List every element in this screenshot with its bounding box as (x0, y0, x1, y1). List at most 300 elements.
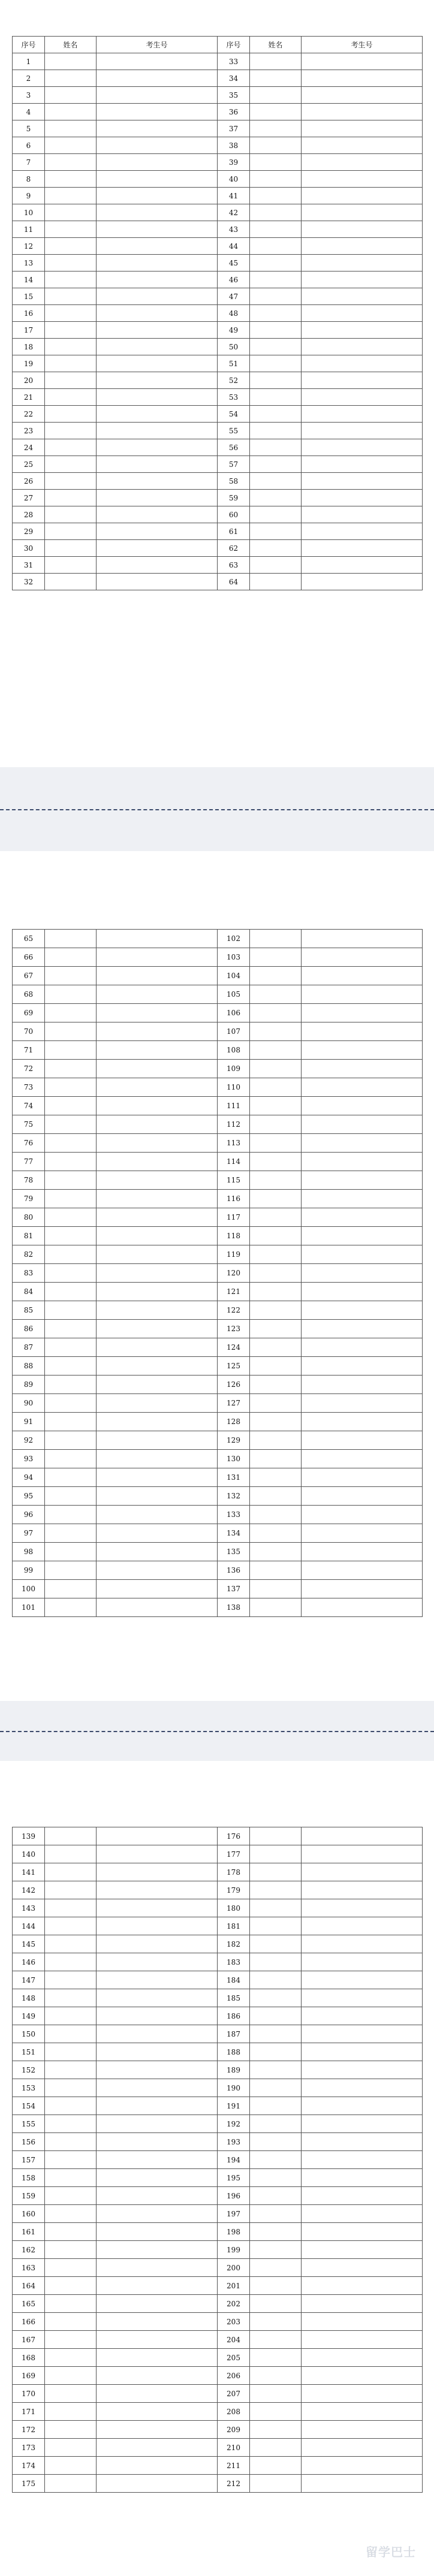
student-name (45, 188, 97, 204)
row-no: 155 (13, 2115, 45, 2133)
student-name (250, 1881, 302, 1899)
row-no: 30 (13, 540, 45, 557)
table-row (13, 171, 423, 188)
table-row (13, 1845, 423, 1863)
row-no: 127 (218, 1394, 250, 1413)
student-name (45, 2205, 97, 2223)
row-no: 141 (13, 1863, 45, 1881)
row-no: 161 (13, 2223, 45, 2241)
exam-number (97, 1060, 218, 1078)
exam-number (302, 1190, 423, 1208)
exam-number (302, 2043, 423, 2061)
student-name (45, 2385, 97, 2403)
student-name (45, 2295, 97, 2313)
exam-number (97, 120, 218, 137)
student-name (45, 2187, 97, 2205)
student-name (250, 439, 302, 456)
row-no: 74 (13, 1097, 45, 1115)
row-no: 18 (13, 339, 45, 355)
student-name (45, 557, 97, 574)
row-no: 207 (218, 2385, 250, 2403)
student-name (45, 171, 97, 188)
row-no: 49 (218, 322, 250, 339)
row-no: 4 (13, 104, 45, 120)
exam-number (97, 2169, 218, 2187)
student-name (250, 1264, 302, 1283)
student-name (250, 2475, 302, 2493)
row-no: 183 (218, 1953, 250, 1971)
student-name (250, 2457, 302, 2475)
exam-number (302, 1208, 423, 1227)
student-name (45, 1487, 97, 1506)
row-no: 200 (218, 2259, 250, 2277)
exam-number (302, 2169, 423, 2187)
student-name (250, 1935, 302, 1953)
table-row (13, 87, 423, 104)
exam-number (302, 70, 423, 87)
student-name (250, 2349, 302, 2367)
student-name (250, 574, 302, 590)
exam-number (302, 1338, 423, 1357)
student-name (45, 1561, 97, 1580)
student-name (250, 930, 302, 948)
student-name (45, 1917, 97, 1935)
table-row (13, 2241, 423, 2259)
exam-number (97, 473, 218, 490)
exam-number (97, 288, 218, 305)
exam-number (302, 2259, 423, 2277)
exam-number (97, 154, 218, 171)
student-name (250, 1357, 302, 1376)
student-name (250, 2205, 302, 2223)
exam-number (97, 930, 218, 948)
header-no: 序号 (218, 37, 250, 53)
student-name (45, 288, 97, 305)
row-no: 182 (218, 1935, 250, 1953)
table-row (13, 2025, 423, 2043)
table-row (13, 2367, 423, 2385)
student-name (250, 1598, 302, 1617)
exam-number (302, 1301, 423, 1320)
exam-number (97, 1338, 218, 1357)
exam-number (302, 967, 423, 985)
exam-number (302, 87, 423, 104)
student-name (45, 2331, 97, 2349)
row-no: 62 (218, 540, 250, 557)
exam-number (97, 1171, 218, 1190)
student-name (45, 406, 97, 423)
exam-number (302, 255, 423, 272)
student-name (250, 2115, 302, 2133)
exam-number (302, 2457, 423, 2475)
student-name (250, 2079, 302, 2097)
exam-number (97, 2061, 218, 2079)
row-no: 69 (13, 1004, 45, 1022)
exam-number (302, 1989, 423, 2007)
table-row (13, 1543, 423, 1561)
table-row (13, 238, 423, 255)
exam-number (97, 490, 218, 506)
student-name (250, 1115, 302, 1134)
exam-number (97, 985, 218, 1004)
student-name (250, 1338, 302, 1357)
row-no: 72 (13, 1060, 45, 1078)
student-name (250, 2025, 302, 2043)
exam-number (302, 2079, 423, 2097)
exam-number (97, 1041, 218, 1060)
exam-number (97, 423, 218, 439)
student-name (45, 1357, 97, 1376)
exam-number (97, 1431, 218, 1450)
student-name (45, 1598, 97, 1617)
row-no: 9 (13, 188, 45, 204)
student-name (45, 985, 97, 1004)
row-no: 5 (13, 120, 45, 137)
student-name (250, 948, 302, 967)
student-name (45, 1171, 97, 1190)
student-name (250, 238, 302, 255)
row-no: 33 (218, 53, 250, 70)
student-name (250, 2151, 302, 2169)
exam-number (302, 1561, 423, 1580)
row-no: 51 (218, 355, 250, 372)
row-no: 105 (218, 985, 250, 1004)
table-row (13, 967, 423, 985)
student-name (45, 1450, 97, 1468)
exam-number (97, 1022, 218, 1041)
table-row (13, 53, 423, 70)
page-2 (0, 851, 434, 1701)
table-row (13, 1394, 423, 1413)
row-no: 202 (218, 2295, 250, 2313)
student-name (250, 1971, 302, 1989)
exam-number (97, 137, 218, 154)
table-row (13, 1899, 423, 1917)
row-no: 210 (218, 2439, 250, 2457)
row-no: 211 (218, 2457, 250, 2475)
table-row (13, 523, 423, 540)
exam-number (97, 2187, 218, 2205)
student-name (45, 490, 97, 506)
row-no: 83 (13, 1264, 45, 1283)
table-row (13, 1376, 423, 1394)
student-name (250, 1917, 302, 1935)
header-id: 考生号 (302, 37, 423, 53)
row-no: 17 (13, 322, 45, 339)
student-name (250, 985, 302, 1004)
row-no: 38 (218, 137, 250, 154)
exam-number (302, 2205, 423, 2223)
row-no: 131 (218, 1468, 250, 1487)
row-no: 166 (13, 2313, 45, 2331)
table-row (13, 985, 423, 1004)
student-name (250, 1845, 302, 1863)
row-no: 41 (218, 188, 250, 204)
table-row (13, 221, 423, 238)
student-name (45, 948, 97, 967)
student-name (250, 1450, 302, 1468)
exam-number (302, 1227, 423, 1245)
row-no: 60 (218, 506, 250, 523)
exam-number (97, 1357, 218, 1376)
table-row (13, 2097, 423, 2115)
exam-number (302, 238, 423, 255)
row-no: 97 (13, 1524, 45, 1543)
row-no: 171 (13, 2403, 45, 2421)
student-name (250, 137, 302, 154)
exam-number (302, 1376, 423, 1394)
row-no: 114 (218, 1153, 250, 1171)
row-no: 146 (13, 1953, 45, 1971)
row-no: 28 (13, 506, 45, 523)
exam-number (97, 204, 218, 221)
student-name (45, 1431, 97, 1450)
student-name (250, 1506, 302, 1524)
exam-number (302, 1506, 423, 1524)
exam-number (97, 372, 218, 389)
row-no: 2 (13, 70, 45, 87)
page-1 (0, 0, 434, 767)
row-no: 201 (218, 2277, 250, 2295)
student-name (250, 406, 302, 423)
student-name (250, 322, 302, 339)
exam-number (97, 2457, 218, 2475)
student-name (45, 1971, 97, 1989)
row-no: 8 (13, 171, 45, 188)
exam-number (302, 53, 423, 70)
row-no: 13 (13, 255, 45, 272)
exam-number (302, 2349, 423, 2367)
row-no: 20 (13, 372, 45, 389)
exam-number (302, 1431, 423, 1450)
table-row (13, 1989, 423, 2007)
exam-number (302, 2277, 423, 2295)
exam-number (97, 104, 218, 120)
student-name (45, 1953, 97, 1971)
table-row (13, 1561, 423, 1580)
exam-number (302, 1524, 423, 1543)
exam-number (302, 1320, 423, 1338)
row-no: 204 (218, 2331, 250, 2349)
exam-number (302, 2151, 423, 2169)
student-name (250, 2277, 302, 2295)
row-no: 133 (218, 1506, 250, 1524)
exam-number (302, 2223, 423, 2241)
student-name (250, 389, 302, 406)
student-name (45, 1245, 97, 1264)
student-name (250, 967, 302, 985)
student-name (45, 423, 97, 439)
exam-number (97, 506, 218, 523)
row-no: 109 (218, 1060, 250, 1078)
exam-number (302, 574, 423, 590)
table-row (13, 948, 423, 967)
table-row (13, 473, 423, 490)
row-no: 126 (218, 1376, 250, 1394)
student-name (250, 2403, 302, 2421)
student-name (45, 439, 97, 456)
exam-number (97, 1208, 218, 1227)
row-no: 44 (218, 238, 250, 255)
row-no: 159 (13, 2187, 45, 2205)
student-name (45, 1580, 97, 1598)
row-no: 160 (13, 2205, 45, 2223)
exam-number (97, 2385, 218, 2403)
student-name (250, 221, 302, 238)
table-row (13, 2385, 423, 2403)
student-name (250, 1283, 302, 1301)
row-no: 110 (218, 1078, 250, 1097)
exam-number (302, 1487, 423, 1506)
student-name (45, 2367, 97, 2385)
student-name (250, 1413, 302, 1431)
exam-number (97, 1264, 218, 1283)
row-no: 107 (218, 1022, 250, 1041)
row-no: 124 (218, 1338, 250, 1357)
exam-number (97, 171, 218, 188)
page-gap (0, 767, 434, 851)
exam-number (302, 439, 423, 456)
student-name (45, 204, 97, 221)
exam-number (302, 305, 423, 322)
row-no: 192 (218, 2115, 250, 2133)
exam-number (302, 1134, 423, 1153)
row-no: 178 (218, 1863, 250, 1881)
student-name (45, 305, 97, 322)
exam-number (302, 540, 423, 557)
exam-number (97, 2241, 218, 2259)
row-no: 193 (218, 2133, 250, 2151)
exam-number (97, 1506, 218, 1524)
student-name (45, 104, 97, 120)
student-name (250, 1078, 302, 1097)
student-name (250, 1394, 302, 1413)
exam-number (97, 2025, 218, 2043)
exam-number (302, 2115, 423, 2133)
student-name (45, 1524, 97, 1543)
exam-number (302, 1115, 423, 1134)
exam-number (302, 1863, 423, 1881)
row-no: 103 (218, 948, 250, 967)
student-name (45, 2313, 97, 2331)
student-name (45, 70, 97, 87)
student-name (250, 473, 302, 490)
student-name (45, 1468, 97, 1487)
student-name (250, 2133, 302, 2151)
exam-number (302, 120, 423, 137)
student-name (250, 2313, 302, 2331)
exam-number (97, 53, 218, 70)
student-name (250, 2169, 302, 2187)
row-no: 175 (13, 2475, 45, 2493)
row-no: 151 (13, 2043, 45, 2061)
exam-number (302, 473, 423, 490)
table-row (13, 339, 423, 355)
row-no: 132 (218, 1487, 250, 1506)
student-name (250, 1041, 302, 1060)
student-name (250, 523, 302, 540)
exam-number (302, 2331, 423, 2349)
table-row (13, 322, 423, 339)
row-no: 138 (218, 1598, 250, 1617)
row-no: 144 (13, 1917, 45, 1935)
row-no: 88 (13, 1357, 45, 1376)
row-no: 102 (218, 930, 250, 948)
exam-number (302, 1580, 423, 1598)
exam-number (97, 87, 218, 104)
row-no: 135 (218, 1543, 250, 1561)
student-name (250, 1863, 302, 1881)
student-name (250, 1468, 302, 1487)
row-no: 3 (13, 87, 45, 104)
student-name (250, 2097, 302, 2115)
exam-number (97, 339, 218, 355)
exam-number (302, 456, 423, 473)
student-name (45, 2151, 97, 2169)
student-name (250, 1561, 302, 1580)
row-no: 104 (218, 967, 250, 985)
row-no: 111 (218, 1097, 250, 1115)
student-name (45, 2169, 97, 2187)
row-no: 10 (13, 204, 45, 221)
student-name (45, 1989, 97, 2007)
table-row (13, 1190, 423, 1208)
student-name (250, 1097, 302, 1115)
student-name (45, 1827, 97, 1845)
row-no: 174 (13, 2457, 45, 2475)
table-row (13, 1827, 423, 1845)
row-no: 162 (13, 2241, 45, 2259)
exam-number (302, 1827, 423, 1845)
exam-number (97, 2007, 218, 2025)
student-name (45, 574, 97, 590)
student-name (45, 2079, 97, 2097)
exam-number (302, 154, 423, 171)
row-no: 42 (218, 204, 250, 221)
table-row (13, 70, 423, 87)
exam-number (97, 2367, 218, 2385)
table-row (13, 2421, 423, 2439)
row-no: 47 (218, 288, 250, 305)
row-no: 73 (13, 1078, 45, 1097)
student-name (45, 389, 97, 406)
table-row (13, 1022, 423, 1041)
row-no: 119 (218, 1245, 250, 1264)
row-no: 35 (218, 87, 250, 104)
roster-table-1 (12, 36, 423, 590)
row-no: 121 (218, 1283, 250, 1301)
exam-number (97, 574, 218, 590)
exam-number (302, 2295, 423, 2313)
row-no: 36 (218, 104, 250, 120)
row-no: 101 (13, 1598, 45, 1617)
row-no: 53 (218, 389, 250, 406)
table-row (13, 1078, 423, 1097)
row-no: 212 (218, 2475, 250, 2493)
row-no: 27 (13, 490, 45, 506)
table-row (13, 1115, 423, 1134)
row-no: 12 (13, 238, 45, 255)
row-no: 29 (13, 523, 45, 540)
row-no: 93 (13, 1450, 45, 1468)
student-name (45, 1394, 97, 1413)
table-row (13, 305, 423, 322)
row-no: 11 (13, 221, 45, 238)
row-no: 145 (13, 1935, 45, 1953)
student-name (45, 2097, 97, 2115)
row-no: 134 (218, 1524, 250, 1543)
row-no: 98 (13, 1543, 45, 1561)
